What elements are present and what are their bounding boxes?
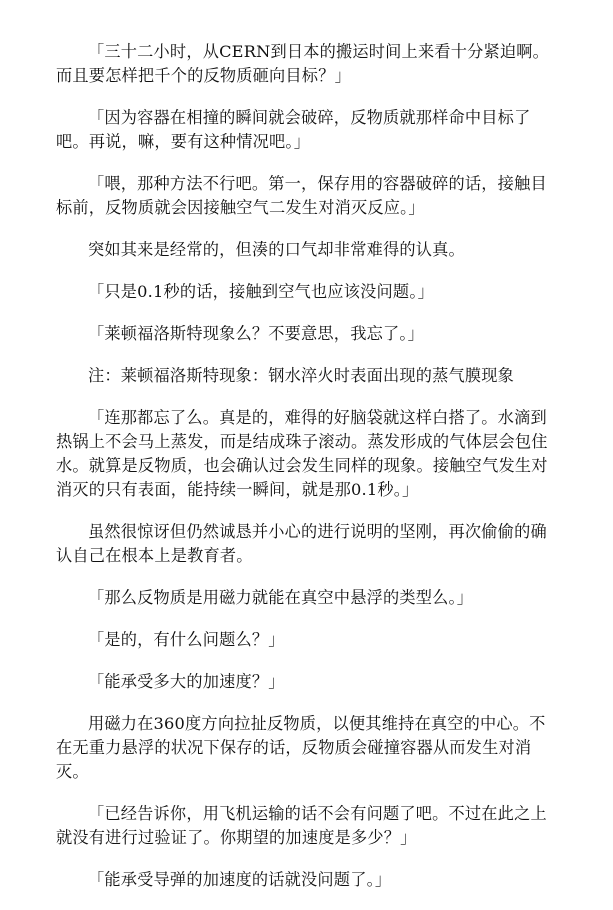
paragraph: 突如其来是经常的，但湊的口气却非常难得的认真。 xyxy=(88,240,465,259)
paragraph: 「只是0.1秒的话，接触到空气也应该没问题。」 xyxy=(88,282,434,301)
paragraph: 「能承受导弹的加速度的话就没问题了。」 xyxy=(88,870,392,889)
paragraph: 「喂，那种方法不行吧。第一，保存用的容器破碎的话，接触目标前，反物质就会因接触空气二发生对消灭反应。」 xyxy=(56,174,547,217)
paragraph: 「已经告诉你，用飞机运输的话不会有问题了吧。不过在此之上就没有进行过验证了。你期望的加速度是多少？」 xyxy=(56,804,547,847)
footnote-paragraph: 注：莱顿福洛斯特现象：钢水淬火时表面出现的蒸气膜现象 xyxy=(88,366,515,385)
paragraph: 虽然很惊讶但仍然诚恳并小心的进行说明的坚刚，再次偷偷的确认自己在根本上是教育者。 xyxy=(56,522,547,565)
paragraph: 「三十二小时，从CERN到日本的搬运时间上来看十分紧迫啊。而且要怎样把千个的反物质砸向目标？」 xyxy=(56,42,550,85)
paragraph: 「是的，有什么问题么？」 xyxy=(88,630,285,649)
paragraph: 「那么反物质是用磁力就能在真空中悬浮的类型么。」 xyxy=(88,588,474,607)
paragraph: 「能承受多大的加速度？」 xyxy=(88,672,285,691)
paragraph: 用磁力在360度方向拉扯反物质，以便其维持在真空的中心。不在无重力悬浮的状况下保存的话，反物质会碰撞容器从而发生对消灭。 xyxy=(56,714,546,781)
paragraph: 「莱顿福洛斯特现象么？不要意思，我忘了。」 xyxy=(88,324,425,343)
document-page xyxy=(56,40,553,910)
paragraph: 「因为容器在相撞的瞬间就会破碎，反物质就那样命中目标了吧。再说，嘛，要有这种情况吧。」 xyxy=(56,108,531,151)
paragraph: 「连那都忘了么。真是的，难得的好脑袋就这样白搭了。水滴到热锅上不会马上蒸发，而是结成珠子滚动。蒸发形成的气体层会包住水。就算是反物质，也会确认过会发生同样的现象。接触空气发生对消灭的只有表面，能持续一瞬间，就是那0.1秒。」 xyxy=(56,408,548,499)
